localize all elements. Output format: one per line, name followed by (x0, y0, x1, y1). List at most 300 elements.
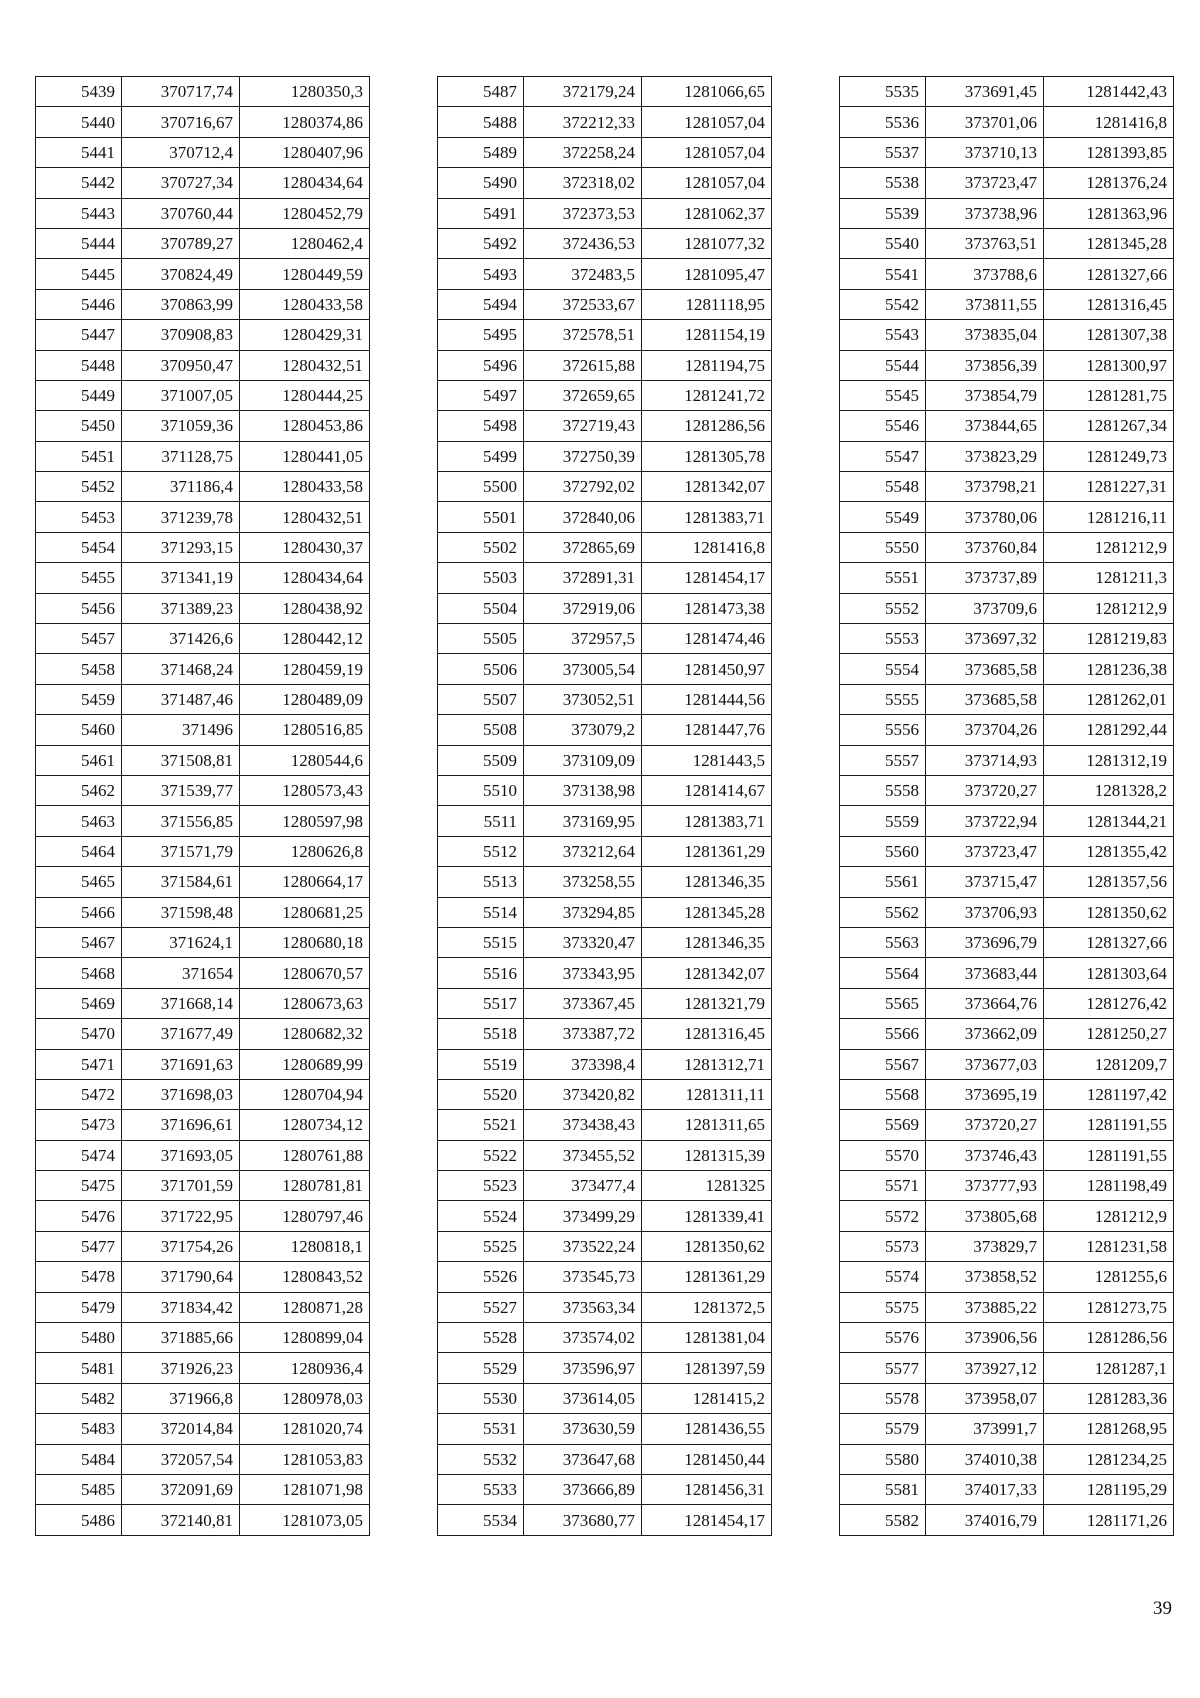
table-row (36, 624, 370, 654)
x-coordinate-cell: 372840,06 (524, 502, 642, 532)
table-row (438, 1383, 772, 1413)
x-coordinate-cell: 372919,06 (524, 593, 642, 623)
x-coordinate-cell: 373704,26 (926, 715, 1044, 745)
x-coordinate-cell: 374016,79 (926, 1505, 1044, 1535)
point-number-cell: 5446 (36, 289, 122, 319)
table-row (438, 1414, 772, 1444)
table-row (36, 441, 370, 471)
point-number-cell: 5486 (36, 1505, 122, 1535)
point-number-cell: 5439 (36, 77, 122, 107)
point-number-cell: 5459 (36, 684, 122, 714)
y-coordinate-cell: 1281198,49 (1044, 1171, 1174, 1201)
x-coordinate-cell: 371722,95 (122, 1201, 240, 1231)
y-coordinate-cell: 1281383,71 (642, 806, 772, 836)
x-coordinate-cell: 372792,02 (524, 472, 642, 502)
y-coordinate-cell: 1281321,79 (642, 988, 772, 1018)
x-coordinate-cell: 373710,13 (926, 137, 1044, 167)
point-number-cell: 5574 (840, 1262, 926, 1292)
point-number-cell: 5539 (840, 198, 926, 228)
point-number-cell: 5453 (36, 502, 122, 532)
x-coordinate-cell: 373811,55 (926, 289, 1044, 319)
point-number-cell: 5461 (36, 745, 122, 775)
x-coordinate-cell: 373563,34 (524, 1292, 642, 1322)
table-row (438, 775, 772, 805)
x-coordinate-cell: 372212,33 (524, 107, 642, 137)
point-number-cell: 5469 (36, 988, 122, 1018)
table-row (438, 684, 772, 714)
x-coordinate-cell: 372014,84 (122, 1414, 240, 1444)
point-number-cell: 5487 (438, 77, 524, 107)
table-row (840, 806, 1174, 836)
y-coordinate-cell: 1280704,94 (240, 1079, 370, 1109)
point-number-cell: 5496 (438, 350, 524, 380)
y-coordinate-cell: 1281281,75 (1044, 380, 1174, 410)
point-number-cell: 5509 (438, 745, 524, 775)
page-number: 39 (1153, 1598, 1172, 1619)
y-coordinate-cell: 1280670,57 (240, 958, 370, 988)
x-coordinate-cell: 373545,73 (524, 1262, 642, 1292)
y-coordinate-cell: 1281316,45 (642, 1019, 772, 1049)
x-coordinate-cell: 370716,67 (122, 107, 240, 137)
table-row (840, 593, 1174, 623)
y-coordinate-cell: 1281315,39 (642, 1140, 772, 1170)
table-row (840, 1140, 1174, 1170)
x-coordinate-cell: 371790,64 (122, 1262, 240, 1292)
table-row (840, 1201, 1174, 1231)
table-row (438, 259, 772, 289)
x-coordinate-cell: 373499,29 (524, 1201, 642, 1231)
table-row (840, 1171, 1174, 1201)
x-coordinate-cell: 373662,09 (926, 1019, 1044, 1049)
y-coordinate-cell: 1281236,38 (1044, 654, 1174, 684)
x-coordinate-cell: 373387,72 (524, 1019, 642, 1049)
x-coordinate-cell: 373477,4 (524, 1171, 642, 1201)
point-number-cell: 5522 (438, 1140, 524, 1170)
y-coordinate-cell: 1281287,1 (1044, 1353, 1174, 1383)
y-coordinate-cell: 1280459,19 (240, 654, 370, 684)
y-coordinate-cell: 1280433,58 (240, 289, 370, 319)
y-coordinate-cell: 1281212,9 (1044, 593, 1174, 623)
y-coordinate-cell: 1281249,73 (1044, 441, 1174, 471)
y-coordinate-cell: 1281305,78 (642, 441, 772, 471)
y-coordinate-cell: 1281286,56 (642, 411, 772, 441)
y-coordinate-cell: 1281450,97 (642, 654, 772, 684)
x-coordinate-cell: 373709,6 (926, 593, 1044, 623)
point-number-cell: 5554 (840, 654, 926, 684)
point-number-cell: 5545 (840, 380, 926, 410)
y-coordinate-cell: 1281454,17 (642, 1505, 772, 1535)
x-coordinate-cell: 373630,59 (524, 1414, 642, 1444)
table-row (840, 411, 1174, 441)
y-coordinate-cell: 1280432,51 (240, 350, 370, 380)
x-coordinate-cell: 372719,43 (524, 411, 642, 441)
table-row (840, 1383, 1174, 1413)
x-coordinate-cell: 371426,6 (122, 624, 240, 654)
x-coordinate-cell: 371677,49 (122, 1019, 240, 1049)
x-coordinate-cell: 372318,02 (524, 168, 642, 198)
table-row (438, 532, 772, 562)
x-coordinate-cell: 372659,65 (524, 380, 642, 410)
y-coordinate-cell: 1281316,45 (1044, 289, 1174, 319)
point-number-cell: 5540 (840, 228, 926, 258)
point-number-cell: 5501 (438, 502, 524, 532)
y-coordinate-cell: 1281350,62 (642, 1231, 772, 1261)
point-number-cell: 5533 (438, 1474, 524, 1504)
table-row (840, 867, 1174, 897)
y-coordinate-cell: 1281454,17 (642, 563, 772, 593)
x-coordinate-cell: 373856,39 (926, 350, 1044, 380)
x-coordinate-cell: 372179,24 (524, 77, 642, 107)
point-number-cell: 5449 (36, 380, 122, 410)
x-coordinate-cell: 371668,14 (122, 988, 240, 1018)
x-coordinate-cell: 371696,61 (122, 1110, 240, 1140)
x-coordinate-cell: 373683,44 (926, 958, 1044, 988)
table-row (840, 927, 1174, 957)
y-coordinate-cell: 1281325 (642, 1171, 772, 1201)
point-number-cell: 5565 (840, 988, 926, 1018)
y-coordinate-cell: 1280781,81 (240, 1171, 370, 1201)
x-coordinate-cell: 372436,53 (524, 228, 642, 258)
point-number-cell: 5577 (840, 1353, 926, 1383)
coordinates-table-1 (35, 76, 370, 1536)
table-row (840, 654, 1174, 684)
point-number-cell: 5573 (840, 1231, 926, 1261)
point-number-cell: 5472 (36, 1079, 122, 1109)
x-coordinate-cell: 371966,8 (122, 1383, 240, 1413)
point-number-cell: 5479 (36, 1292, 122, 1322)
x-coordinate-cell: 373005,54 (524, 654, 642, 684)
y-coordinate-cell: 1281383,71 (642, 502, 772, 532)
point-number-cell: 5444 (36, 228, 122, 258)
y-coordinate-cell: 1281397,59 (642, 1353, 772, 1383)
table-row (840, 350, 1174, 380)
point-number-cell: 5532 (438, 1444, 524, 1474)
point-number-cell: 5582 (840, 1505, 926, 1535)
point-number-cell: 5473 (36, 1110, 122, 1140)
point-number-cell: 5517 (438, 988, 524, 1018)
table-row (438, 320, 772, 350)
x-coordinate-cell: 373438,43 (524, 1110, 642, 1140)
point-number-cell: 5495 (438, 320, 524, 350)
y-coordinate-cell: 1280442,12 (240, 624, 370, 654)
x-coordinate-cell: 372750,39 (524, 441, 642, 471)
table-row (840, 1444, 1174, 1474)
table-row (840, 228, 1174, 258)
x-coordinate-cell: 370789,27 (122, 228, 240, 258)
point-number-cell: 5519 (438, 1049, 524, 1079)
point-number-cell: 5578 (840, 1383, 926, 1413)
y-coordinate-cell: 1281053,83 (240, 1444, 370, 1474)
point-number-cell: 5443 (36, 198, 122, 228)
x-coordinate-cell: 371556,85 (122, 806, 240, 836)
y-coordinate-cell: 1281276,42 (1044, 988, 1174, 1018)
x-coordinate-cell: 371341,19 (122, 563, 240, 593)
coordinates-table-3 (839, 76, 1174, 1536)
y-coordinate-cell: 1281345,28 (642, 897, 772, 927)
y-coordinate-cell: 1281231,58 (1044, 1231, 1174, 1261)
table-row (840, 745, 1174, 775)
point-number-cell: 5514 (438, 897, 524, 927)
point-number-cell: 5523 (438, 1171, 524, 1201)
x-coordinate-cell: 373522,24 (524, 1231, 642, 1261)
table-row (840, 1262, 1174, 1292)
y-coordinate-cell: 1281345,28 (1044, 228, 1174, 258)
point-number-cell: 5498 (438, 411, 524, 441)
x-coordinate-cell: 373677,03 (926, 1049, 1044, 1079)
table-row (438, 1110, 772, 1140)
table-row (438, 168, 772, 198)
y-coordinate-cell: 1280664,17 (240, 867, 370, 897)
table-row (36, 654, 370, 684)
point-number-cell: 5485 (36, 1474, 122, 1504)
table-row (36, 715, 370, 745)
table-row (840, 1353, 1174, 1383)
y-coordinate-cell: 1280573,43 (240, 775, 370, 805)
x-coordinate-cell: 373691,45 (926, 77, 1044, 107)
point-number-cell: 5500 (438, 472, 524, 502)
point-number-cell: 5477 (36, 1231, 122, 1261)
y-coordinate-cell: 1280452,79 (240, 198, 370, 228)
y-coordinate-cell: 1281171,26 (1044, 1505, 1174, 1535)
point-number-cell: 5562 (840, 897, 926, 927)
y-coordinate-cell: 1280734,12 (240, 1110, 370, 1140)
y-coordinate-cell: 1280441,05 (240, 441, 370, 471)
y-coordinate-cell: 1280432,51 (240, 502, 370, 532)
point-number-cell: 5518 (438, 1019, 524, 1049)
table-row (438, 958, 772, 988)
table-row (840, 532, 1174, 562)
y-coordinate-cell: 1281057,04 (642, 168, 772, 198)
x-coordinate-cell: 373854,79 (926, 380, 1044, 410)
x-coordinate-cell: 372891,31 (524, 563, 642, 593)
x-coordinate-cell: 371698,03 (122, 1079, 240, 1109)
x-coordinate-cell: 373823,29 (926, 441, 1044, 471)
table-row (36, 259, 370, 289)
x-coordinate-cell: 372140,81 (122, 1505, 240, 1535)
point-number-cell: 5541 (840, 259, 926, 289)
y-coordinate-cell: 1281393,85 (1044, 137, 1174, 167)
point-number-cell: 5547 (840, 441, 926, 471)
y-coordinate-cell: 1280438,92 (240, 593, 370, 623)
x-coordinate-cell: 371754,26 (122, 1231, 240, 1261)
table-row (438, 137, 772, 167)
x-coordinate-cell: 373906,56 (926, 1323, 1044, 1353)
table-row (36, 1019, 370, 1049)
y-coordinate-cell: 1280544,6 (240, 745, 370, 775)
x-coordinate-cell: 371834,42 (122, 1292, 240, 1322)
y-coordinate-cell: 1281342,07 (642, 958, 772, 988)
y-coordinate-cell: 1281312,71 (642, 1049, 772, 1079)
table-row (36, 1444, 370, 1474)
point-number-cell: 5488 (438, 107, 524, 137)
point-number-cell: 5527 (438, 1292, 524, 1322)
x-coordinate-cell: 373697,32 (926, 624, 1044, 654)
x-coordinate-cell: 373420,82 (524, 1079, 642, 1109)
y-coordinate-cell: 1281154,19 (642, 320, 772, 350)
x-coordinate-cell: 373738,96 (926, 198, 1044, 228)
point-number-cell: 5467 (36, 927, 122, 957)
table-row (438, 1323, 772, 1353)
y-coordinate-cell: 1280978,03 (240, 1383, 370, 1413)
point-number-cell: 5552 (840, 593, 926, 623)
y-coordinate-cell: 1281328,2 (1044, 775, 1174, 805)
y-coordinate-cell: 1280626,8 (240, 836, 370, 866)
x-coordinate-cell: 372057,54 (122, 1444, 240, 1474)
point-number-cell: 5579 (840, 1414, 926, 1444)
x-coordinate-cell: 373715,47 (926, 867, 1044, 897)
y-coordinate-cell: 1281071,98 (240, 1474, 370, 1504)
y-coordinate-cell: 1281212,9 (1044, 1201, 1174, 1231)
y-coordinate-cell: 1281350,62 (1044, 897, 1174, 927)
point-number-cell: 5445 (36, 259, 122, 289)
y-coordinate-cell: 1281250,27 (1044, 1019, 1174, 1049)
point-number-cell: 5572 (840, 1201, 926, 1231)
y-coordinate-cell: 1281339,41 (642, 1201, 772, 1231)
x-coordinate-cell: 373647,68 (524, 1444, 642, 1474)
x-coordinate-cell: 372533,67 (524, 289, 642, 319)
point-number-cell: 5576 (840, 1323, 926, 1353)
table-row (36, 380, 370, 410)
x-coordinate-cell: 374010,38 (926, 1444, 1044, 1474)
table-row (36, 411, 370, 441)
y-coordinate-cell: 1281066,65 (642, 77, 772, 107)
point-number-cell: 5468 (36, 958, 122, 988)
x-coordinate-cell: 373664,76 (926, 988, 1044, 1018)
table-row (438, 441, 772, 471)
point-number-cell: 5455 (36, 563, 122, 593)
point-number-cell: 5558 (840, 775, 926, 805)
y-coordinate-cell: 1280871,28 (240, 1292, 370, 1322)
table-row (36, 350, 370, 380)
table-row (36, 1201, 370, 1231)
table-row (840, 1231, 1174, 1261)
x-coordinate-cell: 371468,24 (122, 654, 240, 684)
table-row (36, 593, 370, 623)
x-coordinate-cell: 370950,47 (122, 350, 240, 380)
x-coordinate-cell: 373138,98 (524, 775, 642, 805)
x-coordinate-cell: 373666,89 (524, 1474, 642, 1504)
table-row (438, 77, 772, 107)
table-row (36, 77, 370, 107)
y-coordinate-cell: 1281381,04 (642, 1323, 772, 1353)
point-number-cell: 5475 (36, 1171, 122, 1201)
point-number-cell: 5555 (840, 684, 926, 714)
table-row (840, 715, 1174, 745)
x-coordinate-cell: 370712,4 (122, 137, 240, 167)
table-row (36, 320, 370, 350)
y-coordinate-cell: 1281212,9 (1044, 532, 1174, 562)
y-coordinate-cell: 1281292,44 (1044, 715, 1174, 745)
table-row (438, 380, 772, 410)
y-coordinate-cell: 1281327,66 (1044, 259, 1174, 289)
y-coordinate-cell: 1280434,64 (240, 563, 370, 593)
table-row (438, 624, 772, 654)
table-row (438, 745, 772, 775)
point-number-cell: 5526 (438, 1262, 524, 1292)
table-row (36, 958, 370, 988)
x-coordinate-cell: 370727,34 (122, 168, 240, 198)
y-coordinate-cell: 1281414,67 (642, 775, 772, 805)
y-coordinate-cell: 1281372,5 (642, 1292, 772, 1322)
point-number-cell: 5528 (438, 1323, 524, 1353)
table-row (438, 198, 772, 228)
y-coordinate-cell: 1281416,8 (1044, 107, 1174, 137)
x-coordinate-cell: 371584,61 (122, 867, 240, 897)
table-row (840, 836, 1174, 866)
y-coordinate-cell: 1281376,24 (1044, 168, 1174, 198)
y-coordinate-cell: 1280761,88 (240, 1140, 370, 1170)
point-number-cell: 5478 (36, 1262, 122, 1292)
point-number-cell: 5450 (36, 411, 122, 441)
y-coordinate-cell: 1281447,76 (642, 715, 772, 745)
y-coordinate-cell: 1281311,65 (642, 1110, 772, 1140)
y-coordinate-cell: 1280453,86 (240, 411, 370, 441)
point-number-cell: 5484 (36, 1444, 122, 1474)
table-row (840, 684, 1174, 714)
point-number-cell: 5447 (36, 320, 122, 350)
x-coordinate-cell: 373720,27 (926, 1110, 1044, 1140)
point-number-cell: 5546 (840, 411, 926, 441)
point-number-cell: 5482 (36, 1383, 122, 1413)
table-row (36, 563, 370, 593)
table-row (36, 684, 370, 714)
table-row (840, 1110, 1174, 1140)
point-number-cell: 5442 (36, 168, 122, 198)
table-row (840, 988, 1174, 1018)
point-number-cell: 5525 (438, 1231, 524, 1261)
table-row (36, 1140, 370, 1170)
table-body (36, 77, 370, 1536)
table-row (36, 1505, 370, 1535)
point-number-cell: 5503 (438, 563, 524, 593)
point-number-cell: 5460 (36, 715, 122, 745)
x-coordinate-cell: 371598,48 (122, 897, 240, 927)
y-coordinate-cell: 1281361,29 (642, 836, 772, 866)
x-coordinate-cell: 371691,63 (122, 1049, 240, 1079)
table-row (438, 593, 772, 623)
x-coordinate-cell: 374017,33 (926, 1474, 1044, 1504)
x-coordinate-cell: 371571,79 (122, 836, 240, 866)
x-coordinate-cell: 371389,23 (122, 593, 240, 623)
table-row (438, 1079, 772, 1109)
point-number-cell: 5513 (438, 867, 524, 897)
y-coordinate-cell: 1281191,55 (1044, 1140, 1174, 1170)
point-number-cell: 5537 (840, 137, 926, 167)
point-number-cell: 5481 (36, 1353, 122, 1383)
point-number-cell: 5480 (36, 1323, 122, 1353)
table-row (438, 1292, 772, 1322)
point-number-cell: 5521 (438, 1110, 524, 1140)
y-coordinate-cell: 1281346,35 (642, 867, 772, 897)
y-coordinate-cell: 1280936,4 (240, 1353, 370, 1383)
table-row (36, 289, 370, 319)
y-coordinate-cell: 1280689,99 (240, 1049, 370, 1079)
table-row (840, 259, 1174, 289)
table-row (438, 411, 772, 441)
table-row (36, 1110, 370, 1140)
x-coordinate-cell: 373760,84 (926, 532, 1044, 562)
point-number-cell: 5571 (840, 1171, 926, 1201)
table-row (36, 1414, 370, 1444)
y-coordinate-cell: 1281118,95 (642, 289, 772, 319)
x-coordinate-cell: 373723,47 (926, 168, 1044, 198)
x-coordinate-cell: 372373,53 (524, 198, 642, 228)
point-number-cell: 5499 (438, 441, 524, 471)
y-coordinate-cell: 1280433,58 (240, 472, 370, 502)
y-coordinate-cell: 1280429,31 (240, 320, 370, 350)
point-number-cell: 5529 (438, 1353, 524, 1383)
point-number-cell: 5538 (840, 168, 926, 198)
